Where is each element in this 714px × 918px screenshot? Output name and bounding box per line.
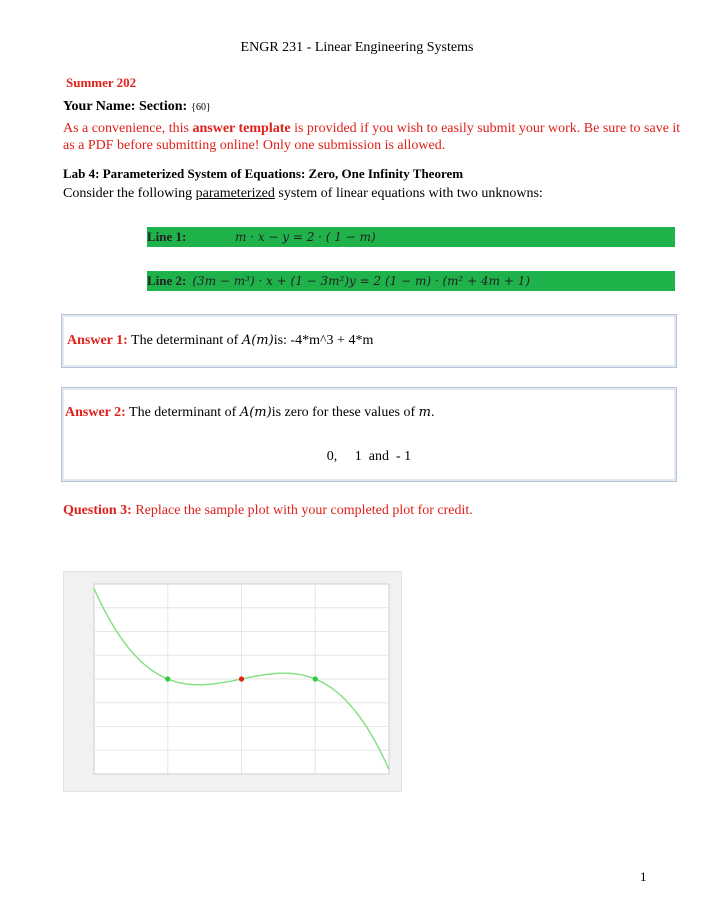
line-2-bar (147, 271, 675, 291)
name-section-label: Your Name: Section: (63, 99, 188, 114)
root-point-2 (313, 676, 318, 681)
intro-underlined: parameterized (195, 186, 275, 201)
answer-2-box (61, 387, 677, 482)
answer-2-matrix: A(m) (239, 405, 272, 420)
page-number: 1 (640, 869, 647, 884)
term-label: Summer 202 (66, 75, 137, 90)
sample-plot (63, 571, 402, 792)
answer-2-values: 0, 1 and - 1 (326, 449, 412, 464)
answer-2-text-end: is zero for these values of (271, 405, 419, 420)
question-3-text: Replace the sample plot with your completed plot for credit. (131, 503, 473, 518)
note-text: As a convenience, this (63, 121, 193, 136)
question-3 (63, 503, 473, 519)
note-text-end: is provided if you wish to easily submit your work. Be sure to save it as a PDF before submitting online! Only one submission is allowed. (63, 121, 681, 153)
lab-title: Lab 4: Parameterized System of Equations: Zero, One Infinity Theorem (63, 166, 464, 181)
lab-intro (63, 186, 543, 202)
intro-text: Consider the following (63, 186, 196, 201)
section-number: {60} (191, 102, 211, 113)
answer-1-matrix: A(m) (241, 333, 274, 348)
line-1-bar (147, 227, 675, 247)
question-3-label: Question 3: (63, 503, 132, 518)
intro-text-end: system of linear equations with two unknowns: (274, 186, 543, 201)
answer-2-period: . (430, 405, 435, 420)
answer-2 (65, 405, 434, 421)
note-emphasis: answer template (192, 121, 291, 136)
plot-svg (64, 572, 401, 791)
line-1-equation: m · x − y = 2 · ( 1 − m) (235, 230, 376, 244)
line-1-label: Line 1: (147, 229, 187, 244)
answer-1-box (61, 314, 677, 368)
answer-2-label: Answer 2: (65, 405, 126, 420)
root-point-1 (239, 676, 244, 681)
convenience-note (63, 120, 683, 154)
root-point-0 (165, 676, 170, 681)
answer-1 (67, 333, 373, 349)
course-header: ENGR 231 - Linear Engineering Systems (240, 40, 474, 55)
answer-1-label: Answer 1: (67, 333, 128, 348)
answer-1-text: The determinant of (127, 333, 242, 348)
line-2-equation: (3m − m³) · x + (1 − 3m²)y = 2 (1 − m) · (m² + 4m + 1) (192, 274, 531, 288)
answer-2-variable: m (418, 405, 431, 420)
student-info (63, 99, 211, 115)
answer-2-text: The determinant of (125, 405, 240, 420)
line-2-label: Line 2: (147, 273, 187, 288)
answer-1-value: is: -4*m^3 + 4*m (273, 333, 374, 348)
